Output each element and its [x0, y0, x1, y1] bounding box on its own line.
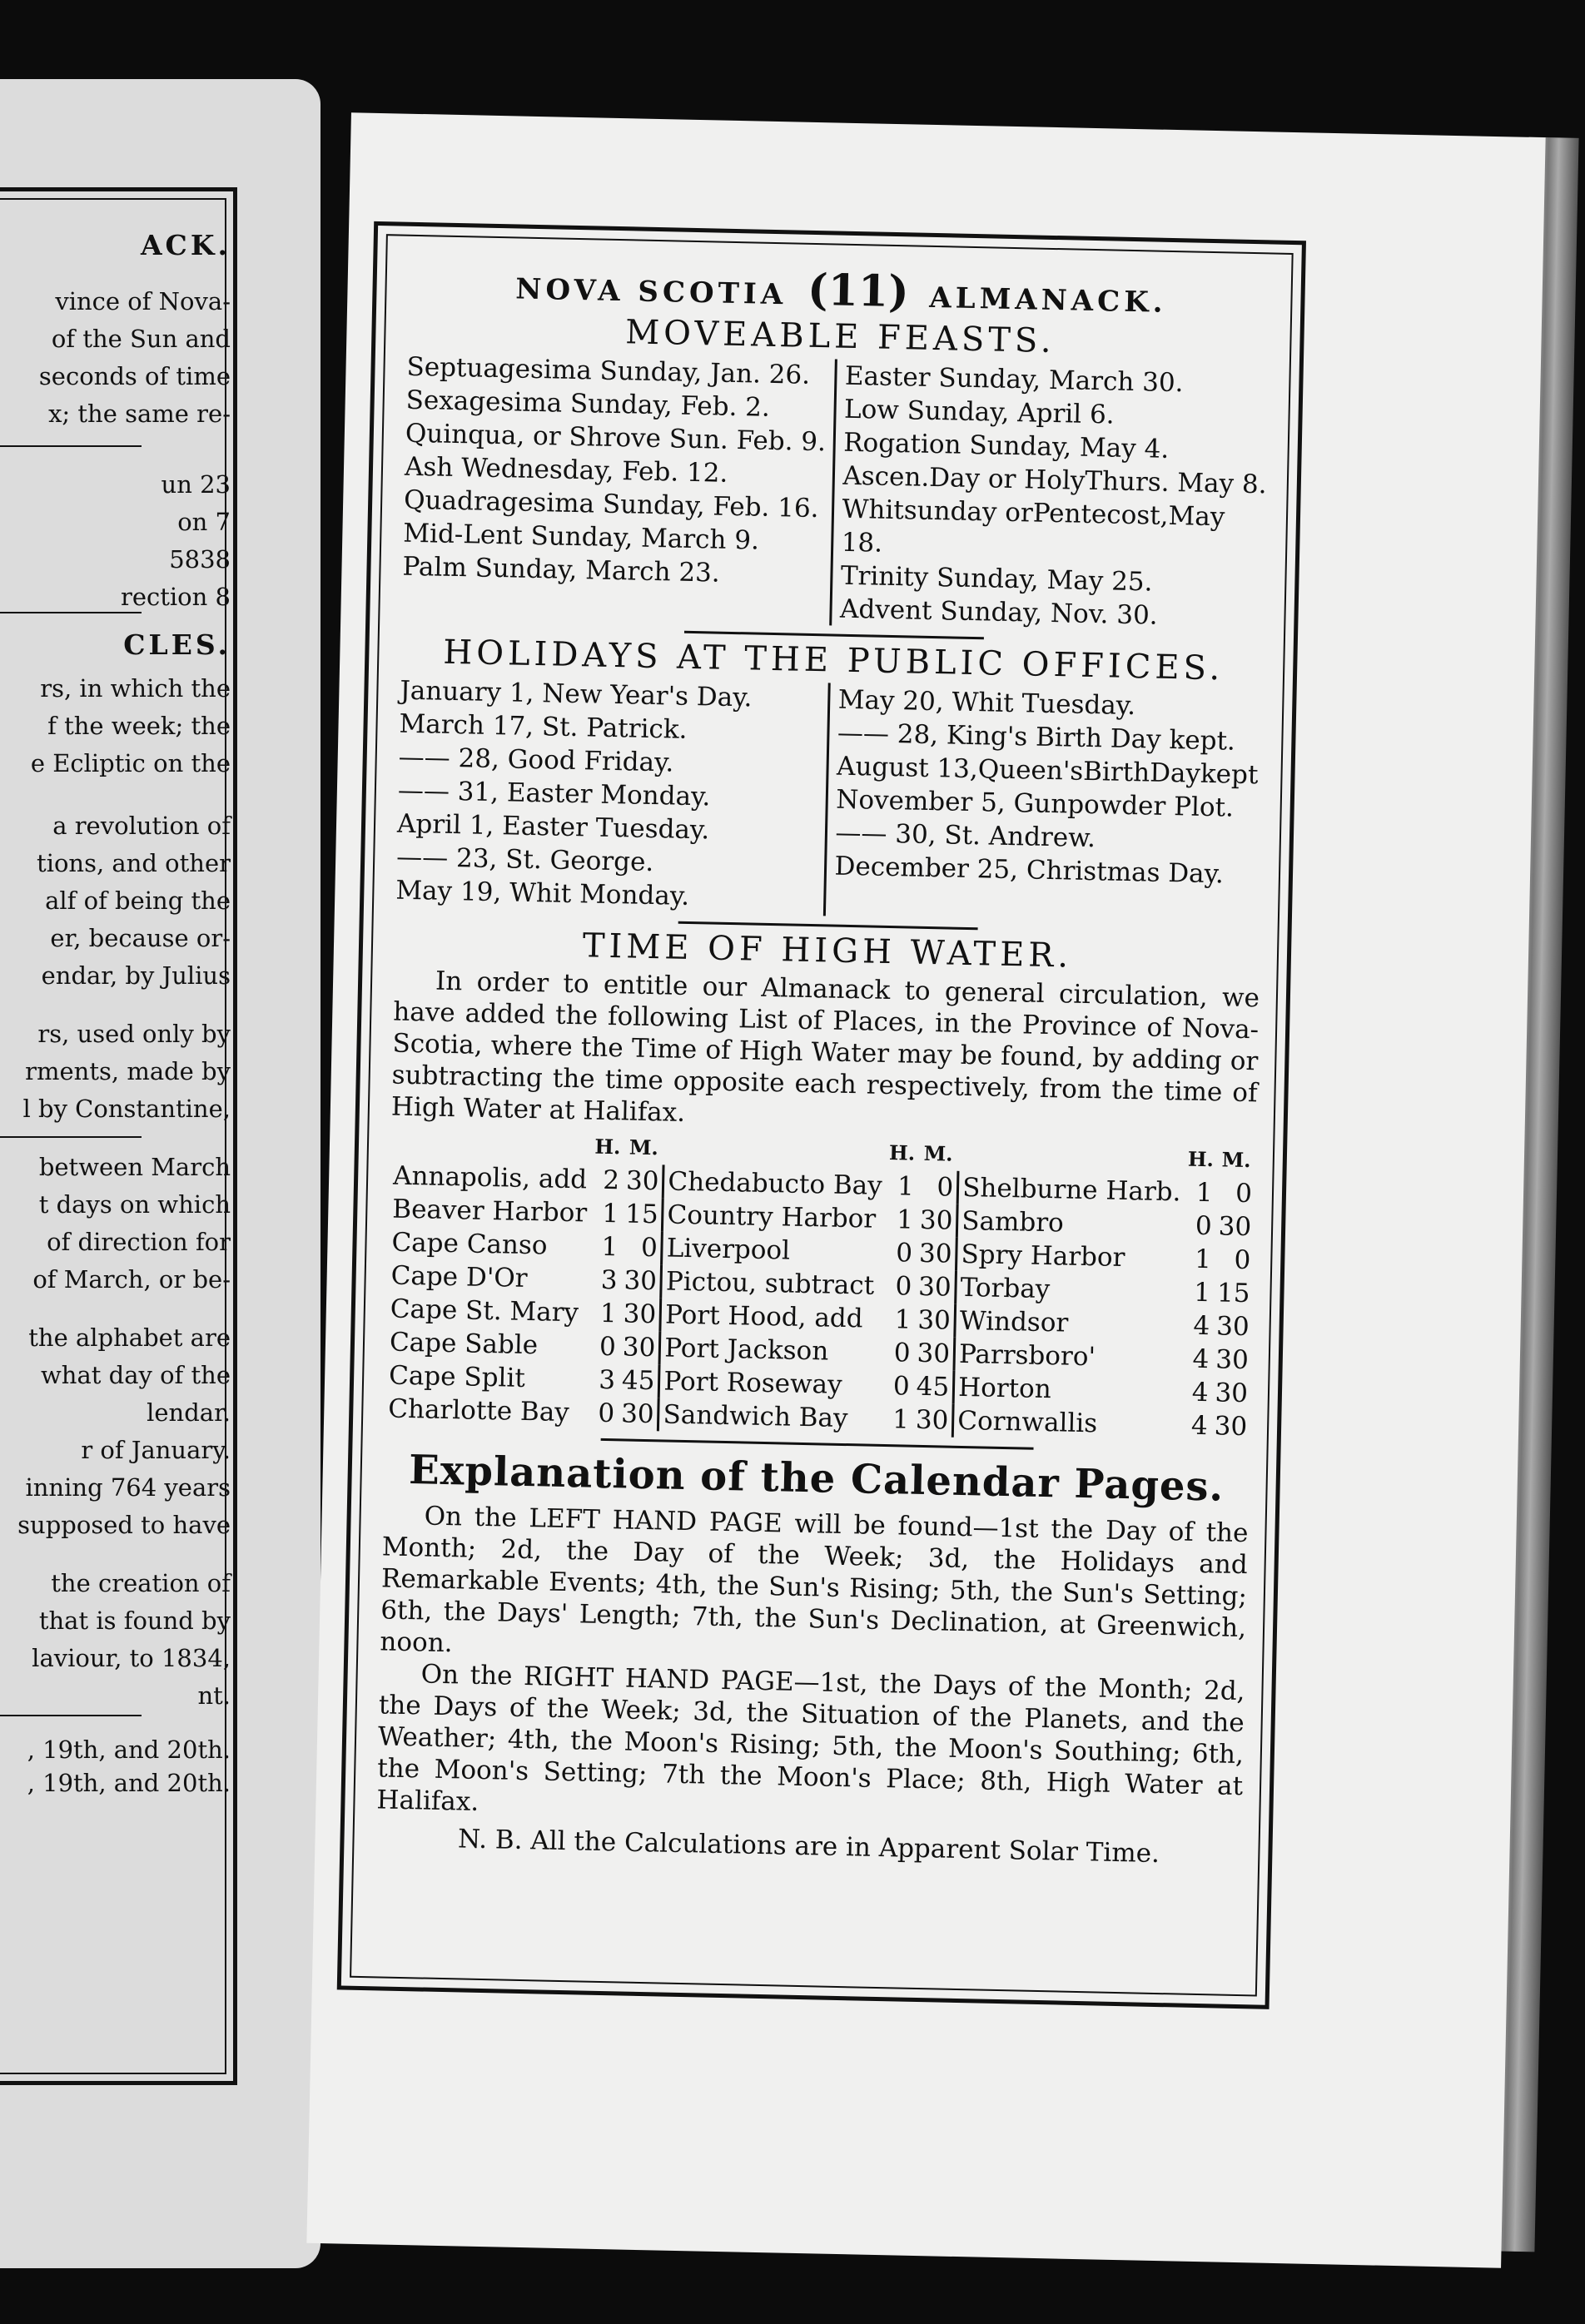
left-page-line: vince of Nova- — [55, 287, 231, 315]
hours-value: 0 — [1195, 1210, 1213, 1242]
left-page-line: CLES. — [123, 628, 231, 661]
holiday-item: August 13,Queen'sBirthDaykept — [836, 751, 1259, 791]
minutes-value: 30 — [1215, 1311, 1250, 1343]
left-page-line: rs, used only by — [37, 1020, 231, 1048]
hours-value: 4 — [1192, 1343, 1210, 1375]
left-page-line: x; the same re- — [48, 400, 231, 428]
holiday-item: December 25, Christmas Day. — [834, 851, 1225, 890]
feast-item: Sexagesima Sunday, Feb. 2. — [405, 385, 771, 423]
hours-value: 1 — [1195, 1177, 1213, 1209]
hours-value: 2 — [602, 1164, 620, 1196]
holiday-item: —— 28, King's Birth Day kept. — [837, 718, 1236, 757]
hours-value: 1 — [601, 1231, 619, 1263]
place-name: Cornwallis — [956, 1405, 1098, 1439]
minutes-value: 15 — [1216, 1278, 1250, 1309]
left-page-line: supposed to have — [17, 1511, 231, 1539]
left-page-line: , 19th, and 20th. — [27, 1769, 231, 1797]
place-name: Port Roseway — [663, 1366, 842, 1400]
hours-value: 0 — [598, 1398, 615, 1429]
minutes-value: 45 — [912, 1370, 954, 1404]
left-page-rule — [0, 1136, 142, 1138]
hours-value: 1 — [599, 1298, 618, 1329]
feast-item: Ash Wednesday, Feb. 12. — [404, 451, 728, 489]
minutes-value: 30 — [913, 1337, 955, 1371]
left-page-rule — [0, 1715, 142, 1716]
moveable-feasts-right-column — [829, 359, 1273, 634]
left-page-line: rments, made by — [25, 1057, 231, 1085]
left-page-line: rection 8 — [120, 583, 231, 611]
left-page-line: seconds of time — [38, 362, 231, 390]
left-page — [0, 79, 320, 2268]
holidays-list — [395, 674, 1266, 926]
place-name: Sandwich Bay — [663, 1399, 848, 1434]
feast-item: Advent Sunday, Nov. 30. — [839, 593, 1159, 631]
place-name: Port Hood, add — [664, 1299, 863, 1334]
minutes-value: 30 — [623, 1164, 664, 1198]
calculation-note: N. B. All the Calculations are in Apparent Solar Time. — [457, 1824, 1160, 1870]
place-name: Cape Split — [388, 1360, 526, 1393]
minutes-value: 30 — [1218, 1211, 1252, 1243]
left-page-line: er, because or- — [50, 924, 231, 952]
hours-value: 3 — [600, 1264, 618, 1296]
hours-value: 3 — [598, 1364, 616, 1396]
hours-value: 4 — [1193, 1310, 1210, 1342]
holiday-item: May 19, Whit Monday. — [395, 875, 690, 911]
hours-value: 0 — [892, 1371, 911, 1402]
minutes-value: 15 — [622, 1197, 663, 1231]
holiday-item: November 5, Gunpowder Plot. — [835, 784, 1235, 823]
minutes-value: 0 — [621, 1230, 663, 1264]
place-name: Parrsboro' — [958, 1338, 1096, 1373]
place-name: Cape Canso — [391, 1227, 548, 1261]
place-name: Torbay — [960, 1272, 1051, 1305]
left-page-rule — [0, 445, 142, 447]
left-page-line: the alphabet are — [28, 1323, 231, 1352]
minutes-value: 0 — [917, 1170, 958, 1204]
explanation-title: Explanation of the Calendar Pages. — [408, 1447, 1225, 1511]
hours-value: 4 — [1190, 1410, 1209, 1442]
page-content — [375, 251, 1274, 1870]
minutes-value: 30 — [917, 1204, 958, 1238]
minutes-value: 30 — [1214, 1411, 1248, 1443]
holidays-right-column — [822, 683, 1265, 925]
col-minutes: M. — [629, 1135, 659, 1160]
feast-item: Whitsunday orPentecost,May 18. — [841, 494, 1225, 559]
place-name: Horton — [957, 1372, 1052, 1405]
hours-value: 0 — [895, 1238, 913, 1269]
hours-value: 0 — [599, 1331, 617, 1363]
left-page-line: of the Sun and — [51, 325, 231, 353]
col-hours: H. — [594, 1134, 621, 1160]
left-page-line: ACK. — [140, 229, 231, 261]
left-page-line: between March — [38, 1153, 231, 1181]
holiday-item: —— 30, St. Andrew. — [835, 817, 1096, 854]
feast-item: Palm Sunday, March 23. — [402, 551, 721, 588]
minutes-value: 45 — [619, 1363, 660, 1398]
holiday-item: May 20, Whit Tuesday. — [837, 684, 1136, 722]
holidays-title: HOLIDAYS AT THE PUBLIC OFFICES. — [442, 633, 1225, 688]
left-page-line: the creation of — [51, 1569, 231, 1597]
place-name: Port Jackson — [663, 1333, 829, 1367]
left-page-line: l by Constantine, — [22, 1095, 231, 1123]
minutes-value: 30 — [914, 1304, 956, 1338]
minutes-value: 0 — [1235, 1178, 1253, 1209]
hours-value: 4 — [1191, 1377, 1209, 1408]
col-minutes: M. — [923, 1140, 953, 1166]
place-name: Country Harbor — [667, 1199, 877, 1234]
left-page-line: of direction for — [47, 1228, 231, 1256]
left-page-line: rs, in which the — [40, 674, 231, 703]
hours-value: 0 — [895, 1271, 912, 1302]
page-frame — [337, 221, 1306, 2009]
holiday-item: January 1, New Year's Day. — [400, 675, 753, 713]
place-name: Cape St. Mary — [390, 1294, 579, 1328]
place-name: Spry Harbor — [961, 1239, 1125, 1274]
place-name: Charlotte Bay — [387, 1393, 570, 1428]
feast-item: Quinqua, or Shrove Sun. Feb. 9. — [405, 418, 827, 458]
hours-value: 1 — [894, 1304, 912, 1335]
left-page-line: , 19th, and 20th. — [27, 1736, 231, 1764]
minutes-value: 30 — [619, 1330, 660, 1364]
place-name: Shelburne Harb. — [961, 1172, 1181, 1208]
holiday-item: April 1, Easter Tuesday. — [396, 808, 710, 846]
section-divider — [678, 921, 978, 931]
minutes-value: 30 — [620, 1264, 662, 1298]
feast-item: Septuagesima Sunday, Jan. 26. — [406, 351, 811, 390]
col-minutes: M. — [1221, 1147, 1251, 1173]
explanation-left-hand-page: On the LEFT HAND PAGE will be found—1st the Day of the Month; 2d, the Day of the Week; 3d, the Holidays and Remarkable Events; 4th, the Sun's Rising; 5th, the Sun's Setting; 6th, the Days' Length; 7th, the Sun's Declination, at Greenwich, noon. — [380, 1501, 1249, 1659]
minutes-value: 30 — [618, 1397, 659, 1431]
feast-item: Trinity Sunday, May 25. — [840, 560, 1153, 598]
place-name: Windsor — [959, 1305, 1069, 1338]
minutes-value: 30 — [912, 1403, 953, 1438]
high-water-intro: In order to entitle our Almanack to general circulation, we have added the following List of Places, in the Province of Nova-Scotia, where the Time of High Water may be found, by adding or subtracting the time opposite each respectively, from the time of High Water at Halifax. — [390, 966, 1260, 1128]
col-hours: H. — [888, 1140, 916, 1165]
feast-item: Mid-Lent Sunday, March 9. — [403, 518, 760, 556]
place-name: Sambro — [961, 1205, 1065, 1239]
left-page-line: e Ecliptic on the — [30, 749, 231, 777]
left-page-line: that is found by — [38, 1606, 231, 1635]
col-hours: H. — [1187, 1146, 1215, 1172]
moveable-feasts-left-column — [401, 350, 834, 626]
left-page-line: a revolution of — [52, 812, 231, 840]
left-page-line: of March, or be- — [32, 1265, 231, 1294]
header-left: NOVA SCOTIA — [514, 272, 788, 312]
moveable-feasts-title: MOVEABLE FEASTS. — [624, 313, 1056, 361]
hours-value: 1 — [602, 1198, 619, 1229]
left-page-line: alf of being the — [45, 886, 231, 915]
holiday-item: —— 23, St. George. — [395, 842, 654, 878]
hours-value: 1 — [897, 1171, 915, 1202]
page-number: (11) — [807, 264, 910, 318]
minutes-value: 30 — [1215, 1378, 1249, 1409]
left-page-line: t days on which — [38, 1190, 231, 1219]
left-page-rule — [0, 612, 142, 613]
left-page-line: 5838 — [169, 545, 231, 574]
hours-value: 1 — [1193, 1277, 1211, 1308]
hours-value: 1 — [892, 1404, 910, 1435]
place-name: Chedabucto Bay — [668, 1166, 883, 1201]
holiday-item: —— 28, Good Friday. — [398, 742, 674, 778]
hours-value: 1 — [1194, 1244, 1212, 1275]
place-name: Liverpool — [666, 1233, 791, 1266]
place-name: Cape Sable — [389, 1327, 539, 1361]
holidays-left-column — [395, 674, 827, 916]
section-divider — [601, 1438, 1034, 1450]
feast-item: Low Sunday, April 6. — [843, 394, 1115, 430]
minutes-value: 30 — [915, 1270, 956, 1304]
hours-value: 0 — [893, 1338, 911, 1368]
left-page-line: on 7 — [177, 508, 231, 536]
high-water-table — [385, 1126, 1256, 1444]
left-page-line: f the week; the — [47, 712, 231, 740]
holiday-item: March 17, St. Patrick. — [399, 708, 688, 745]
left-page-line: nt. — [197, 1681, 231, 1710]
header-right: ALMANACK. — [928, 281, 1167, 320]
section-divider — [684, 631, 984, 640]
high-water-title: TIME OF HIGH WATER. — [582, 926, 1073, 976]
left-page-line: inning 764 years — [25, 1473, 231, 1502]
left-page-line: r of January. — [81, 1436, 231, 1464]
holiday-item: —— 31, Easter Monday. — [397, 775, 711, 812]
place-name: Beaver Harbor — [392, 1194, 588, 1229]
minutes-value: 30 — [916, 1237, 957, 1271]
moveable-feasts-list — [401, 350, 1272, 635]
left-page-line: un 23 — [161, 470, 231, 499]
explanation-right-hand-page: On the RIGHT HAND PAGE—1st, the Days of the Month; 2d, the Days of the Week; 3d, the Situation of the Planets, and the Weather; 4th, the Moon's Rising; 5th, the Moon's Southing; 6th, the Moon's Setting; 7th the Moon's Place; 8th, High Water at Halifax. — [376, 1659, 1245, 1817]
hours-value: 1 — [896, 1204, 914, 1235]
feast-item: Quadragesima Sunday, Feb. 16. — [403, 484, 819, 524]
feast-item: Ascen.Day or HolyThurs. May 8. — [842, 460, 1267, 500]
right-page — [306, 112, 1545, 2267]
feast-item: Rogation Sunday, May 4. — [842, 427, 1170, 464]
feast-item: Easter Sunday, March 30. — [844, 360, 1184, 399]
left-page-line: lendar. — [147, 1398, 231, 1427]
minutes-value: 30 — [619, 1297, 661, 1331]
left-page-line: what day of the — [40, 1361, 231, 1389]
left-page-line: laviour, to 1834, — [32, 1644, 231, 1672]
left-page-line: endar, by Julius — [41, 961, 231, 990]
place-name: Pictou, subtract — [665, 1266, 875, 1301]
left-page-line: tions, and other — [37, 849, 231, 877]
place-name: Cape D'Or — [390, 1260, 528, 1294]
place-name: Annapolis, add — [392, 1160, 588, 1195]
minutes-value: 30 — [1215, 1344, 1250, 1376]
minutes-value: 0 — [1234, 1244, 1251, 1276]
